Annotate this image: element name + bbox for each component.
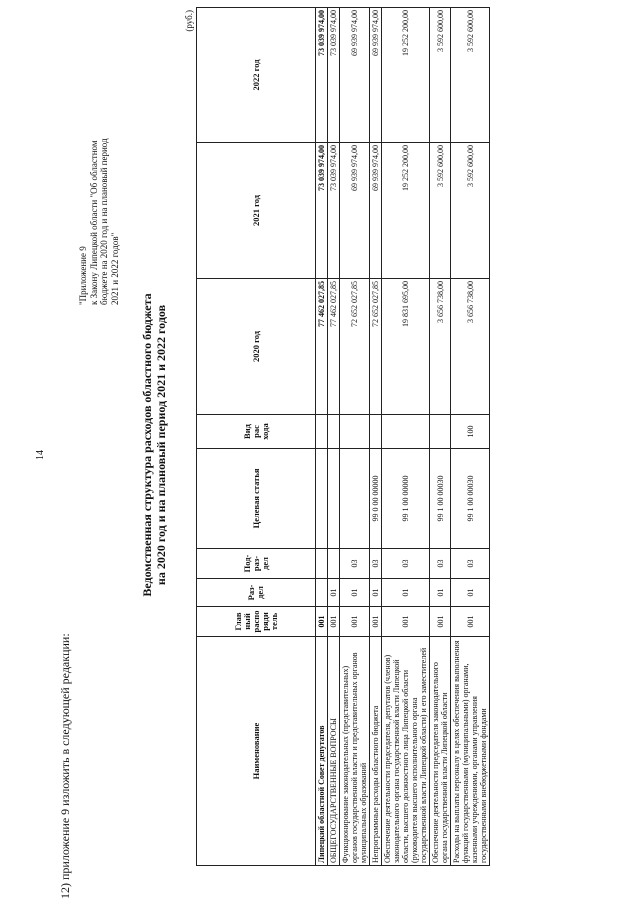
cell-target: 99 1 00 00030	[451, 449, 490, 549]
cell-2022: 69 939 974,00	[340, 8, 370, 143]
table-row	[382, 8, 430, 866]
cell-2020: 3 656 738,00	[451, 279, 490, 415]
cell-2021: 3 592 600,00	[451, 143, 490, 279]
table-row	[370, 8, 382, 866]
cell-admin: 001	[451, 607, 490, 637]
budget-table	[196, 7, 490, 866]
header-2021: 2021 год	[197, 143, 316, 279]
cell-2020: 77 462 027,85	[328, 279, 340, 415]
cell-admin: 001	[382, 607, 430, 637]
cell-name: Обеспечение деятельности председателя, депутатов (членов) законодательного органа государственной власти Липецкой области, высшего должностного лица Липецкой области (руководителя высшего исполнительного органа государственной власти Липецкой области) и его заместителей	[382, 637, 430, 866]
cell-target: 99 1 00 00030	[430, 449, 451, 549]
cell-2020: 72 652 027,85	[370, 279, 382, 415]
cell-name: Липецкий областной Совет депутатов	[316, 637, 328, 866]
cell-name: Расходы на выплаты персоналу в целях обеспечения выполнения функций государственными (муниципальными) органами, казенными учреждениями, органами управления государственными внебюджетными фондами	[451, 637, 490, 866]
header-2020: 2020 год	[197, 279, 316, 415]
title-line: на 2020 год и на плановый период 2021 и 2022 годов	[154, 304, 168, 586]
header-2022: 2022 год	[197, 8, 316, 143]
cell-target	[340, 449, 370, 549]
cell-2020: 77 462 027,85	[316, 279, 328, 415]
cell-exp-type	[340, 415, 370, 449]
cell-2022: 3 592 600,00	[451, 8, 490, 143]
table-header-row	[197, 8, 316, 866]
header-subsection: Под- раз- дел	[197, 549, 316, 579]
cell-name: Непрограммные расходы областного бюджета	[370, 637, 382, 866]
header-section: Раз- дел	[197, 579, 316, 607]
cell-subsection: 03	[340, 549, 370, 579]
cell-2020: 72 652 027,85	[340, 279, 370, 415]
cell-2020: 19 831 695,00	[382, 279, 430, 415]
cell-2022: 69 939 974,00	[370, 8, 382, 143]
cell-name: Функционирование законодательных (представительных) органов государственной власти и представительных органов муниципальных образований	[340, 637, 370, 866]
cell-subsection	[316, 549, 328, 579]
cell-2021: 3 592 600,00	[430, 143, 451, 279]
cell-subsection: 03	[382, 549, 430, 579]
appendix-line: к Закону Липецкой области "Об областном	[88, 140, 99, 305]
appendix-line: "Приложение 9	[78, 246, 88, 305]
currency-unit: (руб.)	[184, 10, 194, 32]
cell-target: 99 0 00 00000	[370, 449, 382, 549]
cell-2021: 73 039 974,00	[316, 143, 328, 279]
cell-section: 01	[451, 579, 490, 607]
cell-2021: 69 939 974,00	[370, 143, 382, 279]
table-row	[340, 8, 370, 866]
cell-subsection: 03	[370, 549, 382, 579]
cell-exp-type	[430, 415, 451, 449]
table-row	[451, 8, 490, 866]
cell-section: 01	[430, 579, 451, 607]
table-row	[430, 8, 451, 866]
appendix-reference	[78, 65, 120, 305]
cell-admin: 001	[316, 607, 328, 637]
title-line: Ведомственная структура расходов областного бюджета	[140, 293, 154, 597]
cell-2022: 3 592 600,00	[430, 8, 451, 143]
cell-admin: 001	[370, 607, 382, 637]
cell-2022: 73 039 974,00	[328, 8, 340, 143]
cell-section: 01	[340, 579, 370, 607]
cell-exp-type	[370, 415, 382, 449]
cell-section	[316, 579, 328, 607]
cell-subsection	[328, 549, 340, 579]
cell-name: Обеспечение деятельности председателя законодательного органа государственной власти Липецкой области	[430, 637, 451, 866]
cell-2021: 69 939 974,00	[340, 143, 370, 279]
cell-admin: 001	[340, 607, 370, 637]
cell-2020: 3 656 738,00	[430, 279, 451, 415]
appendix-line: 2021 и 2022 годов"	[109, 232, 120, 305]
cell-2022: 73 039 974,00	[316, 8, 328, 143]
cell-name: ОБЩЕГОСУДАРСТВЕННЫЕ ВОПРОСЫ	[328, 637, 340, 866]
cell-exp-type	[382, 415, 430, 449]
cell-subsection: 03	[451, 549, 490, 579]
cell-exp-type: 100	[451, 415, 490, 449]
cell-exp-type	[316, 415, 328, 449]
header-exp-type: Вид рас хода	[197, 415, 316, 449]
cell-admin: 001	[328, 607, 340, 637]
cell-section: 01	[328, 579, 340, 607]
cell-subsection: 03	[430, 549, 451, 579]
header-name: Наименование	[197, 637, 316, 866]
appendix-line: бюджете на 2020 год и на плановый период	[99, 138, 109, 305]
table-row	[316, 8, 328, 866]
cell-admin: 001	[430, 607, 451, 637]
cell-target	[328, 449, 340, 549]
intro-text: 12) приложение 9 изложить в следующей редакции:	[58, 633, 72, 899]
cell-target: 99 1 00 00000	[382, 449, 430, 549]
cell-section: 01	[382, 579, 430, 607]
header-admin: Глав ный распо ряди тель	[197, 607, 316, 637]
cell-exp-type	[328, 415, 340, 449]
table-row	[328, 8, 340, 866]
cell-section: 01	[370, 579, 382, 607]
header-target: Целевая статья	[197, 449, 316, 549]
cell-2021: 73 039 974,00	[328, 143, 340, 279]
page-number: 14	[35, 450, 46, 460]
document-title	[140, 135, 168, 755]
cell-target	[316, 449, 328, 549]
cell-2022: 19 252 200,00	[382, 8, 430, 143]
cell-2021: 19 252 200,00	[382, 143, 430, 279]
